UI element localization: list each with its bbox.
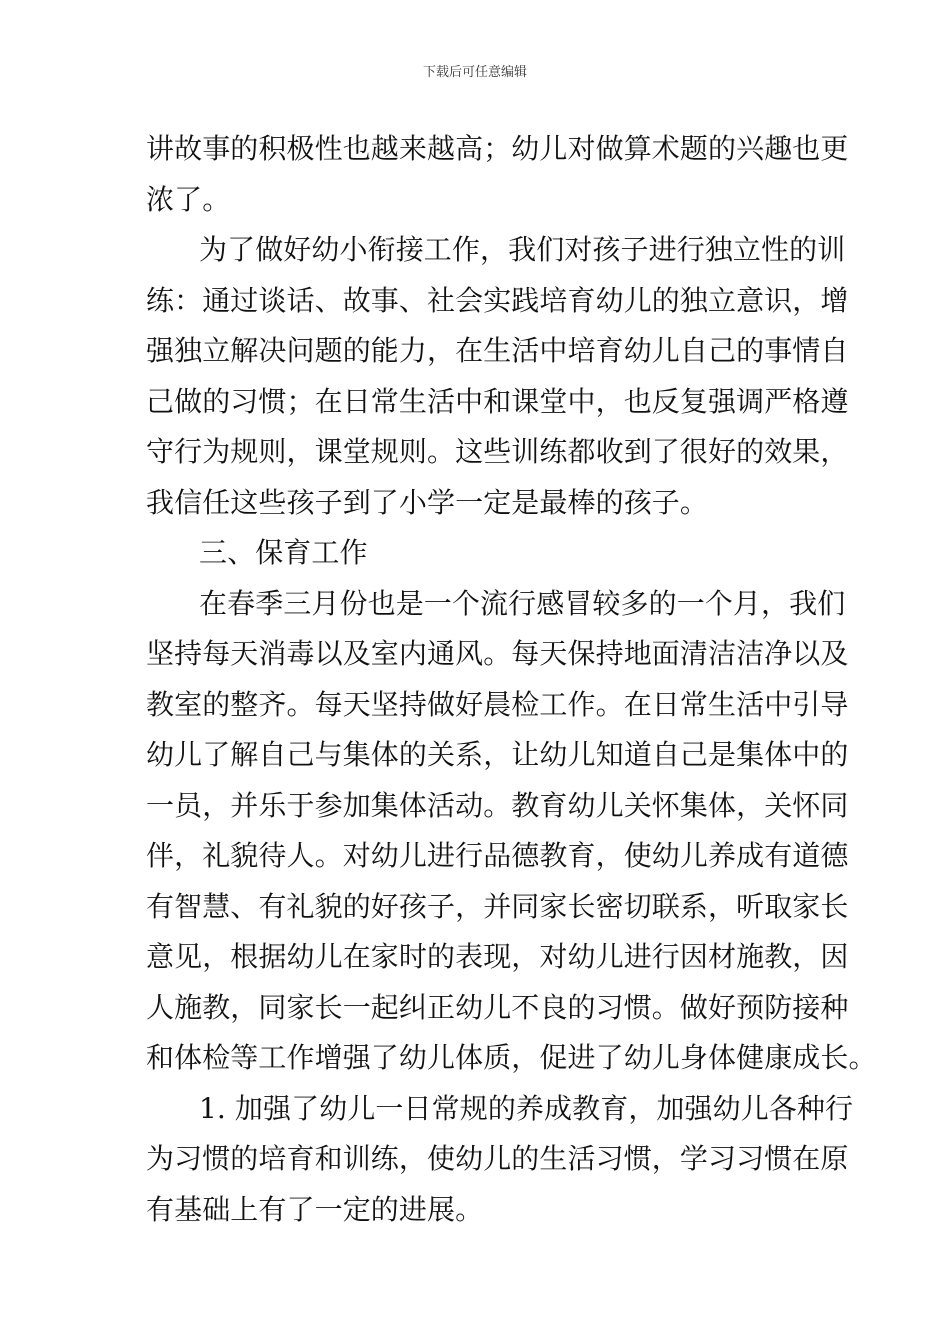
text-line: 浓了。 <box>146 182 231 216</box>
text-line: 强独立解决问题的能力，在生活中培育幼儿自己的事情自 <box>146 334 849 367</box>
text-line: 伴，礼貌待人。对幼儿进行品德教育，使幼儿养成有道德 <box>146 839 849 872</box>
text-line: 有基础上有了一定的进展。 <box>146 1192 484 1226</box>
document-body <box>146 124 877 1235</box>
text-line: 为了做好幼小衔接工作，我们对孩子进行独立性的训 <box>199 233 846 266</box>
text-line: 幼儿了解自己与集体的关系，让幼儿知道自己是集体中的 <box>146 738 849 771</box>
text-line: 1. 加强了幼儿一日常规的养成教育，加强幼儿各种行 <box>199 1091 854 1125</box>
text-line: 教室的整齐。每天坚持做好晨检工作。在日常生活中引导 <box>146 687 849 721</box>
paragraph <box>146 1084 854 1236</box>
paragraph <box>146 579 877 1084</box>
text-line: 和体检等工作增强了幼儿体质，促进了幼儿身体健康成长。 <box>146 1041 877 1074</box>
text-line: 己做的习惯；在日常生活中和课堂中，也反复强调严格遵 <box>146 384 849 418</box>
text-line: 人施教，同家长一起纠正幼儿不良的习惯。做好预防接种 <box>146 990 849 1024</box>
text-line: 在春季三月份也是一个流行感冒较多的一个月，我们 <box>199 586 846 620</box>
text-line: 坚持每天消毒以及室内通风。每天保持地面清洁洁净以及 <box>146 637 849 670</box>
text-line: 练：通过谈话、故事、社会实践培育幼儿的独立意识，增 <box>146 283 849 317</box>
text-line: 守行为规则，课堂规则。这些训练都收到了很好的效果， <box>146 435 849 468</box>
paragraph <box>146 225 849 528</box>
page-header: 下载后可任意编辑 <box>422 65 527 80</box>
section-heading <box>146 528 811 579</box>
text-line: 我信任这些孩子到了小学一定是最棒的孩子。 <box>146 485 709 519</box>
paragraph <box>146 124 849 225</box>
text-line: 意见，根据幼儿在家时的表现，对幼儿进行因材施教，因 <box>146 940 849 973</box>
text-line: 一员，并乐于参加集体活动。教育幼儿关怀集体，关怀同 <box>146 788 849 822</box>
text-line: 有智慧、有礼貌的好孩子，并同家长密切联系，听取家长 <box>146 889 849 923</box>
text-line: 三、保育工作 <box>199 536 368 569</box>
text-line: 为习惯的培育和训练，使幼儿的生活习惯，学习习惯在原 <box>146 1142 849 1175</box>
text-line: 讲故事的积极性也越来越高；幼儿对做算术题的兴趣也更 <box>146 132 849 165</box>
